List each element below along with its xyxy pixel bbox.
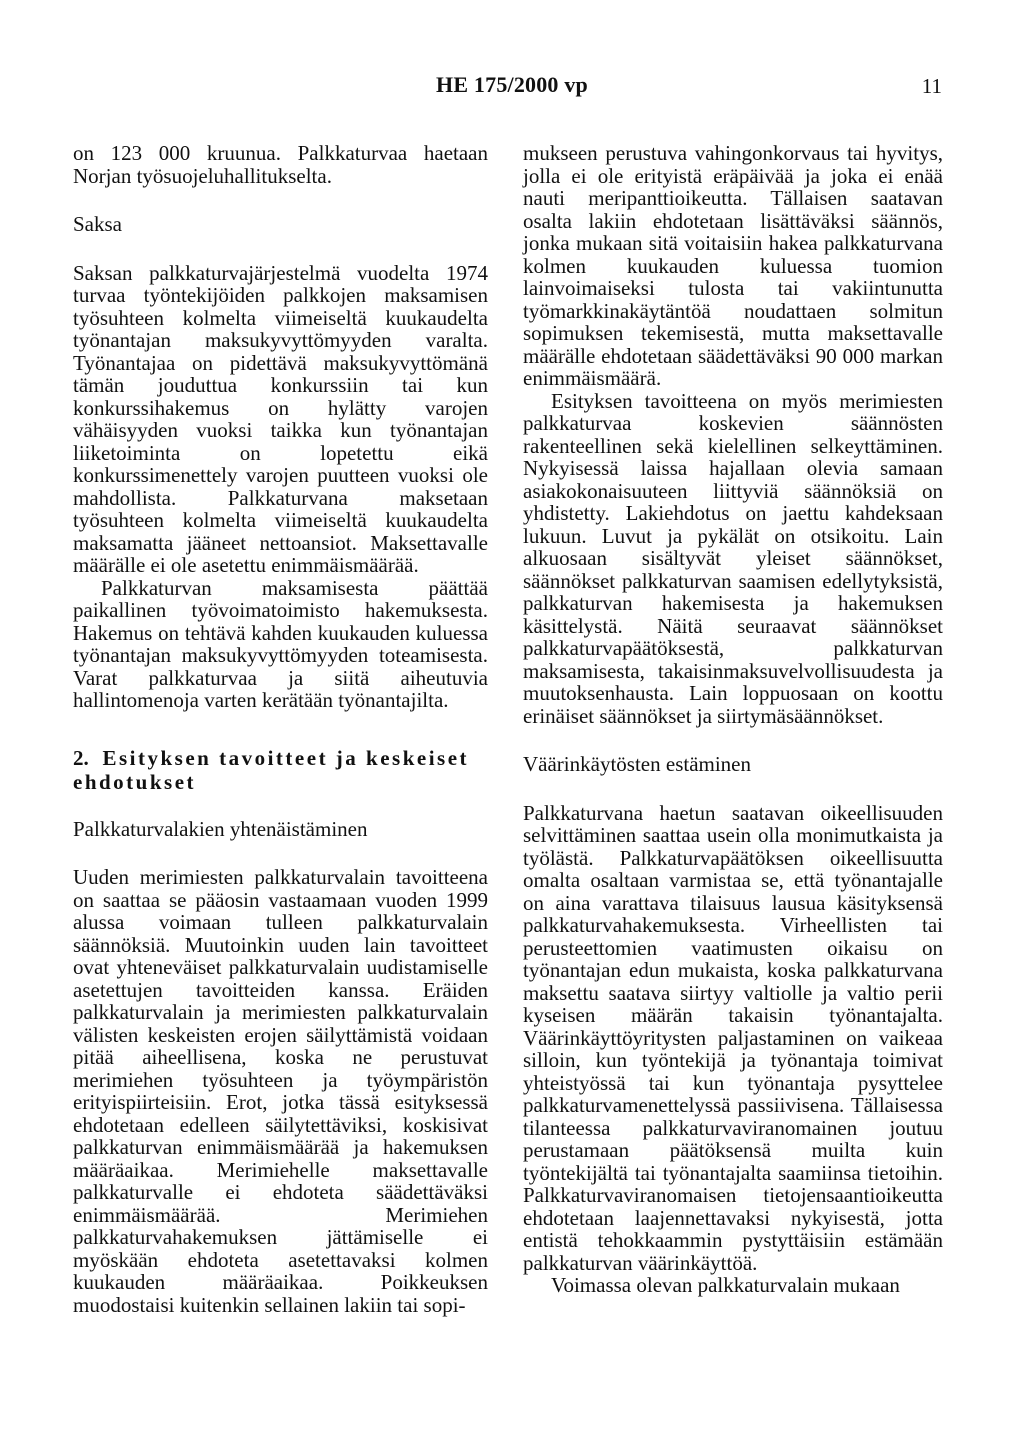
paragraph: mukseen perustuva vahingonkorvaus tai hyvitys, jolla ei ole erityistä eräpäivää ja joka ei enää nauti meripanttioikeutta. Tällaisen saatavan osalta lakiin ehdotetaan lisättäväksi säännös, jonka mukaan sitä voitaisiin hakea palkkaturvana kolmen kuukauden kuluessa tuomion lainvoimaiseksi tulosta tai vakiintunutta työmarkkinakäytäntöä noudattaen solmitun sopimuksen tekemisestä, mutta maksettavalle määrälle ehdotetaan säädettäväksi 90 000 markan enimmäismäärä. [523,141,943,390]
paragraph: Uuden merimiesten palkkaturvalain tavoitteena on saattaa se pääosin vastaamaan vuoden 1999 alussa voimaan tulleen palkkaturvalain säännöksiä. Muutoinkin uuden lain tavoitteet ovat yhteneväiset palkkaturvalain uudistamiselle asetettujen tavoitteiden kanssa. Eräiden palkkaturvalain ja merimiesten palkkaturvalain välisten keskeisten erojen säilyttämistä voidaan pitää aiheellisena, koska ne perustuvat merimiehen työsuhteen ja työympäristön erityispiirteisiin. Erot, jotka tässä esityksessä ehdotetaan edelleen säilytettäviksi, koskisivat palkkaturvan enimmäismäärää ja hakemuksen määräaikaa. Merimiehelle maksettavalle palkkaturvalle ei ehdoteta säädettäväksi enimmäismäärää. Merimiehen palkkaturvahakemuksen jättämiselle ei myöskään ehdoteta asetettavaksi kolmen kuukauden määräaikaa. Poikkeuksen muodostaisi kuitenkin sellainen lakiin tai sopi- [73,865,488,1317]
page-number: 11 [921,74,942,98]
paragraph: Voimassa olevan palkkaturvalain mukaan [551,1273,900,1297]
paragraph: Esityksen tavoitteena on myös merimiesten palkkaturvaa koskevien säännösten rakenteellinen sekä kielellinen selkeyttäminen. Nykyisessä laissa hajallaan olevia samaan asiakokonaisuuteen liittyviä säännöksiä on yhdistetty. Lakiehdotus on jaettu kahdeksaan lukuun. Luvut ja pykälät on otsikoitu. Lain alkuosaan sisältyvät yleiset säännökset, säännökset palkkaturvan saamisen edellytyksistä, palkkaturvan hakemisesta ja hakemuksen käsittelystä. Näitä seuraavat säännökset palkkaturvapäätöksestä, palkkaturvan maksamisesta, takaisinmaksuvelvollisuudesta ja muutoksenhausta. Lain loppuosaan on koottu erinäiset säännökset ja siirtymäsäännökset. [523,388,943,728]
section-heading [73,746,488,794]
section-number: 2. [73,745,89,770]
paragraph: on 123 000 kruunua. Palkkaturvaa haetaan Norjan työsuojeluhallitukselta. [73,141,488,188]
left-column [73,142,488,1316]
subheading-vaarinkaytosten: Väärinkäytösten estäminen [523,752,752,776]
document-title: HE 175/2000 vp [436,72,588,97]
right-column [523,142,943,1297]
subheading-saksa: Saksa [73,212,122,236]
paragraph: Palkkaturvana haetun saatavan oikeellisuuden selvittäminen saattaa usein olla monimutkaista ja työlästä. Palkkaturvapäätöksen oikeellisuutta omalta osaltaan varmistaa se, että työnantajalle on aina varattava tilaisuus lausua käsityksensä palkkaturvahakemuksesta. Virheellisten tai perusteettomien vaatimusten oikaisu on työnantajan edun mukaista, koska palkkaturvana maksettu saatava siirtyy valtiolle ja valtio perii kyseisen määrän takaisin työnantajalta. Väärinkäyttöyritysten paljastaminen on vaikeaa silloin, kun työntekijä ja työnantaja toimivat yhteistyössä tai kun työnantaja pysyttelee palkkaturvamenettelyssä passiivisena. Tällaisessa tilanteessa palkkaturvaviranomainen joutuu perustamaan päätöksensä muilta kuin työntekijältä tai työnantajalta saamiinsa tietoihin. Palkkaturvaviranomaisen tietojensaantioikeutta ehdotetaan laajennettavaksi nykyisestä, jotta entistä tehokkaammin pystyttäisiin estämään palkkaturvan väärinkäyttöä. [523,800,943,1275]
subheading-yhtenaistaminen: Palkkaturvalakien yhtenäistäminen [73,816,368,841]
paragraph: Palkkaturvan maksamisesta päättää paikallinen työvoimatoimisto hakemuksesta. Hakemus on tehtävä kahden kuukauden kuluessa työnantajan maksukyvyttömyyden toteamisesta. Varat palkkaturvaa ja siitä aiheutuvia hallintomenoja varten kerätään työnantajilta. [73,575,488,712]
page-header [0,72,1024,102]
section-title: Esityksen tavoitteet ja keskeiset ehdotukset [73,745,470,794]
paragraph: Saksan palkkaturvajärjestelmä vuodelta 1974 turvaa työntekijöiden palkkojen maksamisen työsuhteen kolmelta viimeiseltä kuukaudelta työnantajan maksukyvyttömyyden varalta. Työnantajaa on pidettävä maksukyvyttömänä tämän jouduttua konkurssiin tai kun konkurssihakemus on hylätty varojen vähäisyyden vuoksi taikka kun työnantajan liiketoiminta on lopetettu eikä konkurssimenettely varojen puutteen vuoksi ole mahdollista. Palkkaturvana maksetaan työsuhteen kolmelta viimeiseltä kuukaudelta maksamatta jääneet nettoansiot. Maksettavalle määrälle ei ole asetettu enimmäismäärää. [73,260,488,577]
